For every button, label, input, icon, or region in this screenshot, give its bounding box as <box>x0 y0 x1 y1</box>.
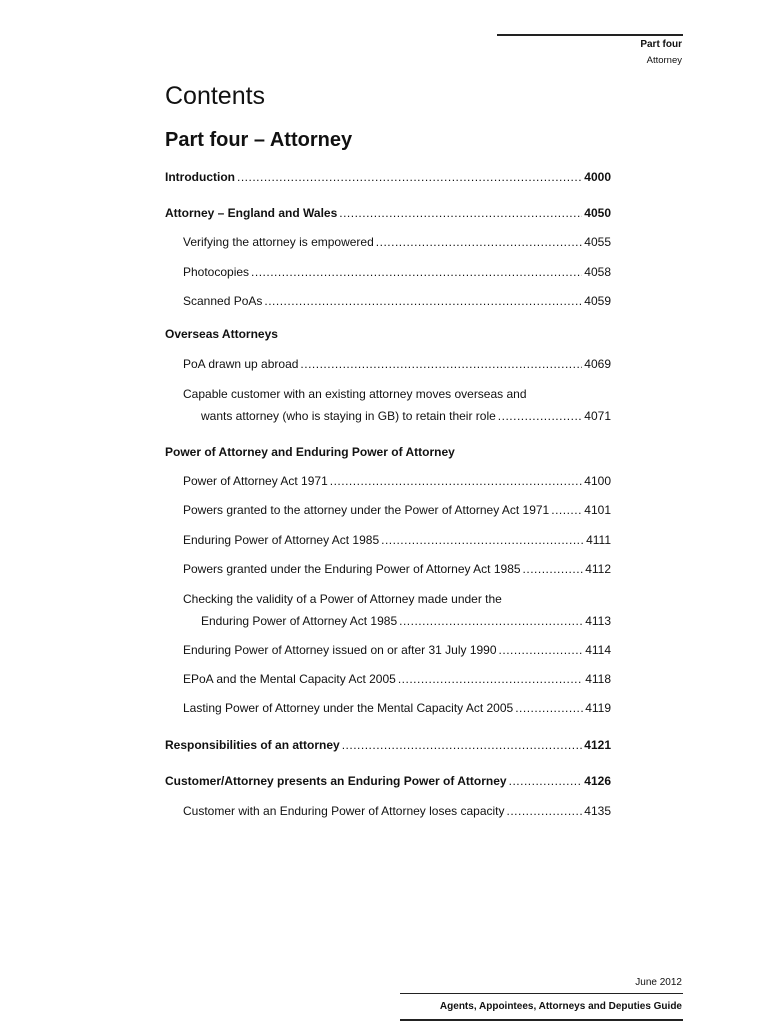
page-subtitle: Part four – Attorney <box>165 129 353 151</box>
toc-entry-text: Attorney – England and Wales <box>165 206 338 220</box>
toc-entry-epoa-mca-2005[interactable] <box>183 671 611 687</box>
toc-page-number: 4112 <box>585 562 611 576</box>
toc-entry-epoa-act-1985[interactable] <box>183 532 611 548</box>
footer-date: June 2012 <box>635 977 682 988</box>
toc-page-number: 4121 <box>584 738 611 752</box>
toc-entry-text-line2: Enduring Power of Attorney Act 1985 <box>201 614 398 628</box>
toc-entry-text: Introduction <box>165 170 235 184</box>
dot-leader <box>339 205 582 221</box>
toc-entry-text: Powers granted to the attorney under the Power of Attorney Act 1971 <box>183 503 550 517</box>
toc-page-number: 4100 <box>584 474 611 488</box>
dot-leader <box>523 561 584 577</box>
dot-leader <box>330 473 583 489</box>
header-part-label: Part four <box>640 39 682 50</box>
toc-entry-customer-presents-epoa[interactable] <box>165 773 611 789</box>
header-section-label: Attorney <box>646 55 682 66</box>
toc-entry-capable-customer-overseas[interactable] <box>183 386 611 424</box>
dot-leader <box>300 356 582 372</box>
toc-entry-text: Power of Attorney and Enduring Power of Attorney <box>165 445 455 459</box>
toc-page-number: 4126 <box>584 774 611 788</box>
table-of-contents <box>165 0 611 1024</box>
toc-entry-text: Enduring Power of Attorney Act 1985 <box>183 533 380 547</box>
footer-guide-title: Agents, Appointees, Attorneys and Deputies Guide <box>439 1001 682 1012</box>
toc-entry-attorney-england-wales[interactable] <box>165 205 611 221</box>
toc-page-number: 4101 <box>584 503 611 517</box>
dot-leader <box>251 264 582 280</box>
toc-entry-scanned-poas[interactable] <box>183 293 611 309</box>
dot-leader <box>237 169 582 185</box>
toc-entry-poa-act-1971[interactable] <box>183 473 611 489</box>
toc-page-number: 4058 <box>584 265 611 279</box>
dot-leader <box>399 613 583 629</box>
footer-rule-bottom <box>400 1019 683 1021</box>
toc-entry-text: Photocopies <box>183 265 250 279</box>
dot-leader <box>515 700 583 716</box>
dot-leader <box>507 803 583 819</box>
toc-page-number: 4069 <box>584 357 611 371</box>
toc-entry-text: Verifying the attorney is empowered <box>183 235 374 249</box>
toc-entry-text: Powers granted under the Enduring Power of Attorney Act 1985 <box>183 562 521 576</box>
toc-entry-responsibilities[interactable] <box>165 737 611 753</box>
toc-page-number: 4135 <box>584 804 611 818</box>
toc-page-number: 4111 <box>586 533 611 547</box>
toc-page-number: 4118 <box>585 672 611 686</box>
toc-entry-powers-granted-1971[interactable] <box>183 502 611 518</box>
footer-rule-top <box>400 993 683 994</box>
toc-entry-checking-validity[interactable] <box>183 591 611 629</box>
toc-entry-text: Enduring Power of Attorney issued on or after 31 July 1990 <box>183 643 497 657</box>
toc-page-number: 4055 <box>584 235 611 249</box>
toc-entry-text: Scanned PoAs <box>183 294 263 308</box>
toc-page-number: 4119 <box>585 701 611 715</box>
toc-page-number: 4114 <box>585 643 611 657</box>
toc-entry-powers-granted-1985[interactable] <box>183 561 611 577</box>
toc-entry-text: Power of Attorney Act 1971 <box>183 474 328 488</box>
dot-leader <box>376 234 583 250</box>
toc-page-number: 4000 <box>584 170 611 184</box>
toc-entry-verifying-attorney[interactable] <box>183 234 611 250</box>
toc-entry-text-line1: Capable customer with an existing attorney moves overseas and <box>183 387 527 401</box>
page-title: Contents <box>165 82 266 110</box>
toc-entry-text: Customer/Attorney presents an Enduring Power of Attorney <box>165 774 507 788</box>
toc-entry-text: EPoA and the Mental Capacity Act 2005 <box>183 672 396 686</box>
toc-entry-text: Customer with an Enduring Power of Attorney loses capacity <box>183 804 505 818</box>
toc-entry-poa-abroad[interactable] <box>183 356 611 372</box>
toc-entry-text-line1: Checking the validity of a Power of Attorney made under the <box>183 592 502 606</box>
toc-page-number: 4071 <box>584 409 611 423</box>
toc-entry-text: Responsibilities of an attorney <box>165 738 340 752</box>
dot-leader <box>381 532 584 548</box>
toc-heading-overseas-attorneys <box>165 326 611 342</box>
dot-leader <box>264 293 582 309</box>
toc-page-number: 4113 <box>585 614 611 628</box>
toc-page-number: 4059 <box>584 294 611 308</box>
dot-leader <box>498 408 583 424</box>
toc-entry-text: PoA drawn up abroad <box>183 357 299 371</box>
dot-leader <box>398 671 583 687</box>
dot-leader <box>509 773 583 789</box>
dot-leader <box>499 642 584 658</box>
toc-entry-text: Overseas Attorneys <box>165 327 278 341</box>
toc-entry-loses-capacity[interactable] <box>183 803 611 819</box>
toc-heading-poa-and-epoa <box>165 444 611 460</box>
toc-entry-photocopies[interactable] <box>183 264 611 280</box>
toc-entry-epoa-after-1990[interactable] <box>183 642 611 658</box>
toc-entry-text: Lasting Power of Attorney under the Mental Capacity Act 2005 <box>183 701 514 715</box>
dot-leader <box>551 502 582 518</box>
dot-leader <box>342 737 583 753</box>
toc-page-number: 4050 <box>584 206 611 220</box>
toc-entry-text-line2: wants attorney (who is staying in GB) to retain their role <box>201 409 496 423</box>
toc-entry-lpa-mca-2005[interactable] <box>183 700 611 716</box>
toc-entry-introduction[interactable] <box>165 169 611 185</box>
